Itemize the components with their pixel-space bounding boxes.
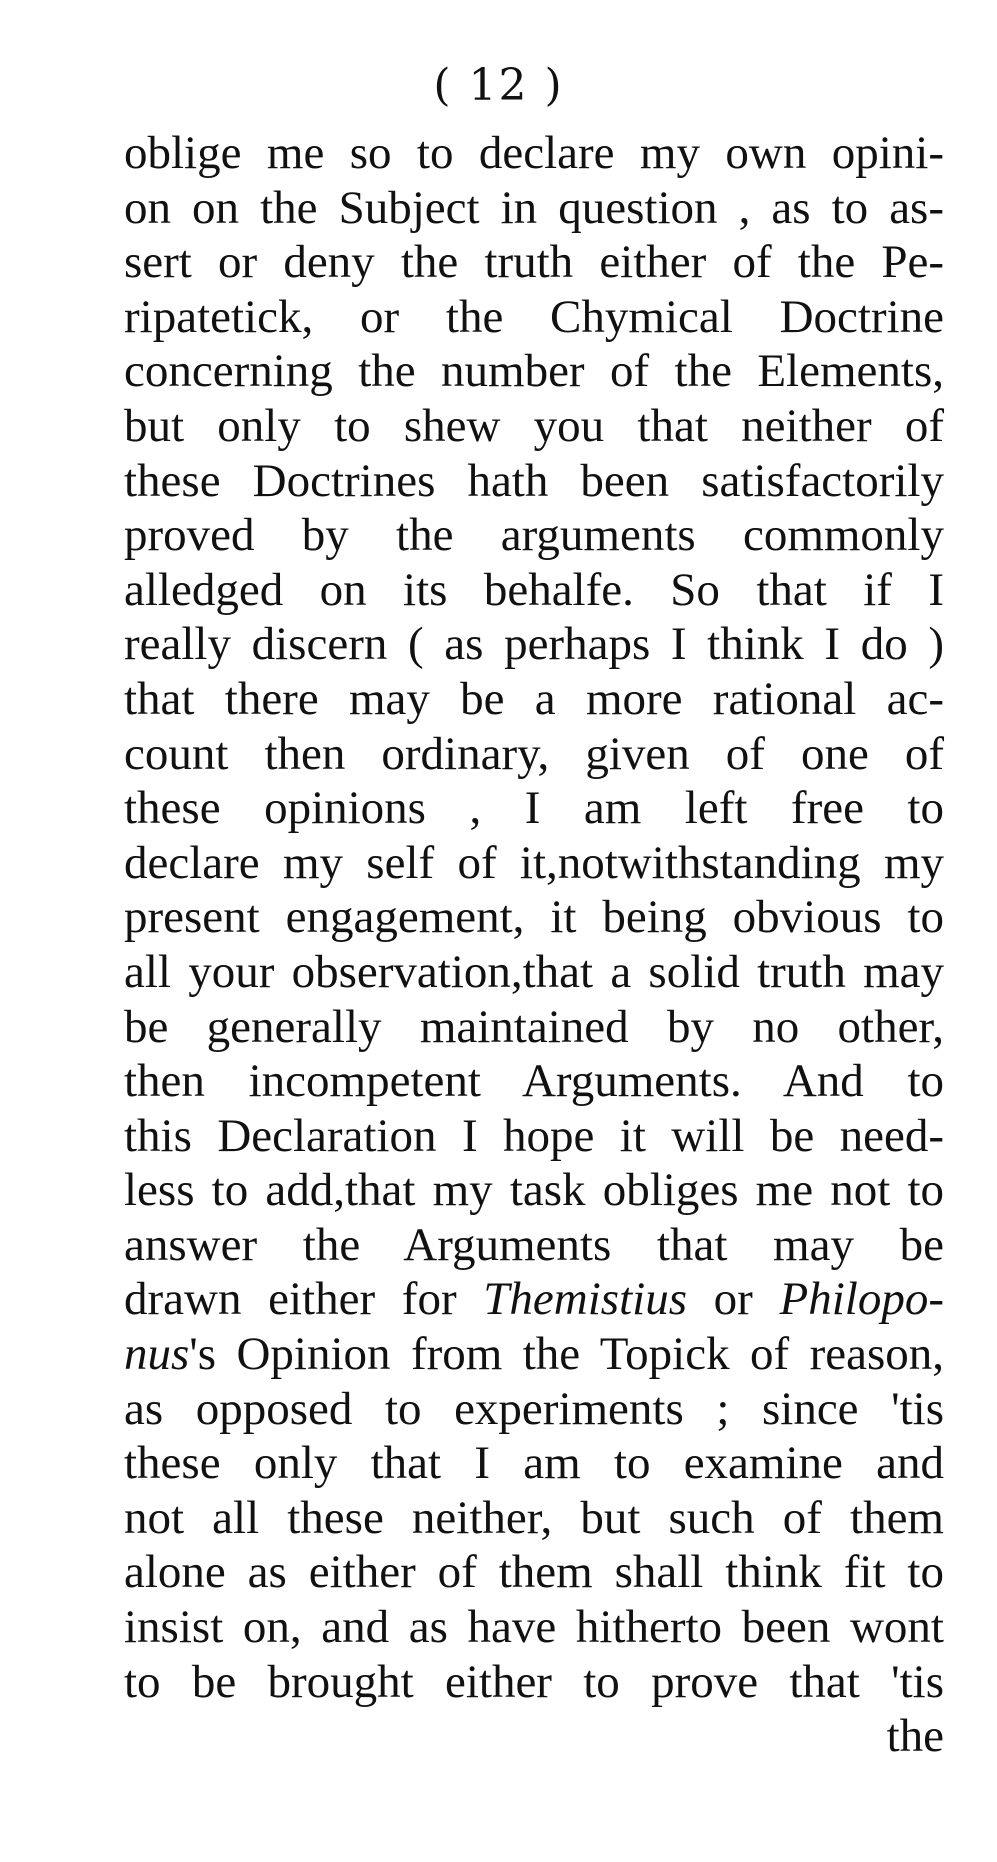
text-line: really discern ( as perhaps I think I do ) bbox=[124, 618, 944, 671]
italic-name-themistius: Themistius bbox=[483, 1273, 687, 1326]
italic-name-philoponus: Philopo- bbox=[779, 1273, 944, 1326]
text-line: on on the Subject in question , as to as- bbox=[124, 181, 944, 234]
text-line bbox=[124, 1272, 944, 1327]
text-line: insist on, and as have hitherto been wont bbox=[124, 1601, 944, 1654]
text-line: oblige me so to declare my own opini- bbox=[124, 127, 944, 179]
text-line: this Declaration I hope it will be need- bbox=[124, 1109, 944, 1162]
text-line: less to add,that my task obliges me not to bbox=[124, 1164, 944, 1217]
text-line: concerning the number of the Elements, bbox=[124, 345, 944, 398]
text-line: sert or deny the truth either of the Pe- bbox=[124, 236, 944, 289]
text-run: or bbox=[687, 1273, 780, 1326]
text-line: these only that I am to examine and bbox=[124, 1437, 944, 1490]
italic-name-continuation: nus bbox=[124, 1328, 190, 1381]
text-line: these Doctrines hath been satisfactorily bbox=[124, 454, 944, 507]
text-line: then incompetent Arguments. And to bbox=[124, 1055, 944, 1108]
text-line: answer the Arguments that may be bbox=[124, 1218, 944, 1271]
page-number: ( 12 ) bbox=[433, 60, 564, 111]
text-line: alledged on its behalfe. So that if I bbox=[124, 563, 944, 616]
text-line: declare my self of it,notwithstanding my bbox=[124, 836, 944, 889]
text-line: but only to shew you that neither of bbox=[124, 399, 944, 452]
text-line: count then ordinary, given of one of bbox=[124, 727, 944, 780]
text-line: not all these neither, but such of them bbox=[124, 1491, 944, 1544]
text-line bbox=[124, 1327, 944, 1382]
text-line: as opposed to experiments ; since 'tis bbox=[124, 1382, 944, 1435]
text-line: present engagement, it being obvious to bbox=[124, 891, 944, 944]
text-line: be generally maintained by no other, bbox=[124, 1000, 944, 1053]
text-run: 's Opinion from the Topick of reason, bbox=[189, 1328, 944, 1381]
text-line: ripatetick, or the Chymical Doctrine bbox=[124, 290, 944, 343]
text-line: all your observation,that a solid truth may bbox=[124, 945, 944, 998]
text-line: that there may be a more rational ac- bbox=[124, 672, 944, 725]
body-text bbox=[124, 126, 944, 1764]
text-line: proved by the arguments commonly bbox=[124, 509, 944, 562]
text-line: these opinions , I am left free to bbox=[124, 782, 944, 835]
text-line: to be brought either to prove that 'tis bbox=[124, 1655, 944, 1708]
catchword: the bbox=[886, 1710, 944, 1763]
text-line: alone as either of them shall think fit to bbox=[124, 1546, 944, 1599]
text-run: drawn either for bbox=[124, 1273, 484, 1326]
